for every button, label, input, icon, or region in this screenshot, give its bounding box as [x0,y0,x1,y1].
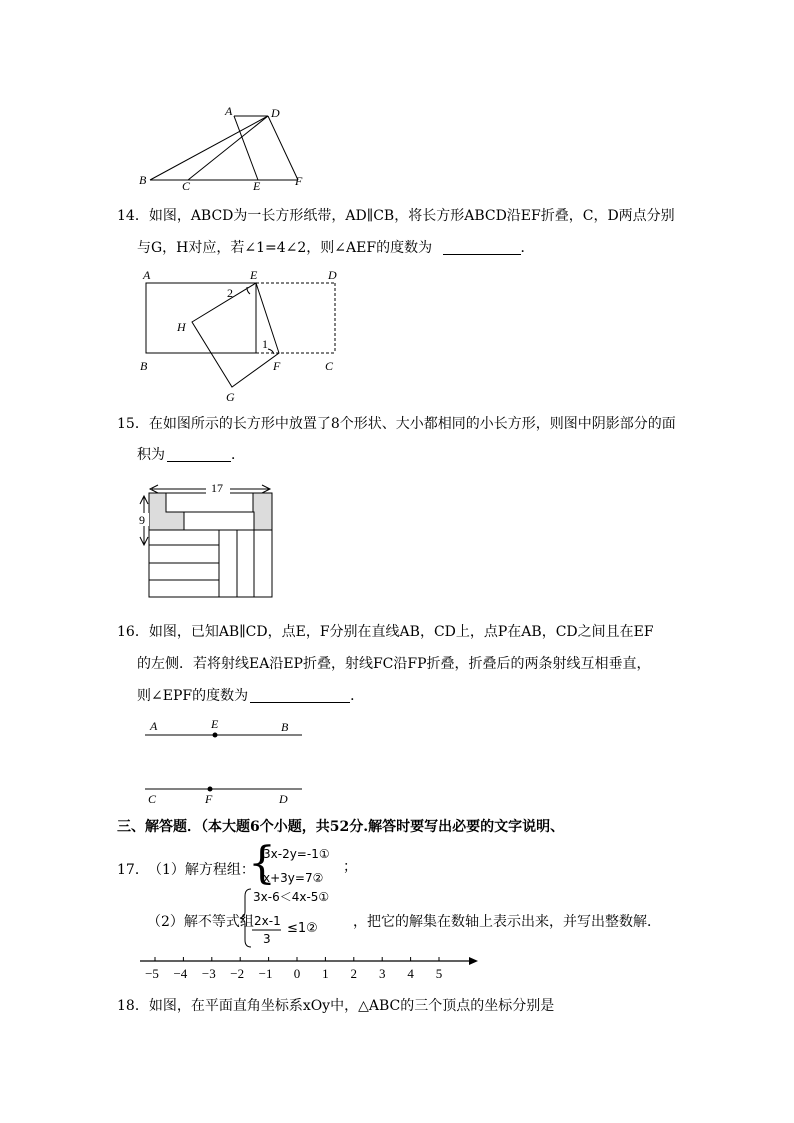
q15-end: ． [231,447,245,463]
q17-number: 17． [117,862,149,878]
inequality-2-numerator: 2x-1 [254,914,281,928]
inequality-1: 3x-6＜4x-5① [253,890,330,904]
inequality-2-denominator: 3 [263,932,271,946]
q18-line1: 18．如图，在平面直角坐标系xOy中，△ABC的三个顶点的坐标分别是 [117,998,555,1014]
tick-label: 3 [378,966,386,981]
label-A: A [150,719,158,733]
q15-line2-text: 积为 [137,447,165,463]
label-A: A [143,268,151,282]
label-B: B [139,173,147,187]
label-B: B [140,359,148,373]
tick-label: 1 [322,966,329,981]
tick-label: −4 [173,966,188,981]
label-B: B [281,720,289,734]
q17-part1-label: （1）解方程组： [148,862,255,878]
label-D: D [279,792,288,806]
label-C: C [148,792,157,806]
tick-label: −3 [201,966,216,981]
equation-1: 3x-2y=-1① [263,847,330,861]
q16-line2: 的左侧．若将射线EA沿EP折叠，射线FC沿FP折叠，折叠后的两条射线互相垂直， [137,656,651,672]
q15-line1: 15．在如图所示的长方形中放置了8个形状、大小都相同的小长方形，则图中阴影部分的面 [117,416,676,432]
section-3-title: 三、解答题．（本大题6个小题，共52分.解答时要写出必要的文字说明、 [117,819,565,835]
q16-line1: 16．如图，已知AB∥CD，点E，F分别在直线AB，CD上，点P在AB，CD之间且在EF [117,624,654,640]
q14-line2-text: 与G，H对应，若∠1=4∠2，则∠AEF的度数为 [137,240,433,256]
label-1: 1 [262,337,268,351]
q17-part2-label: （2）解不等式组 [147,914,254,930]
height-label: 9 [139,513,145,527]
label-E: E [253,179,261,193]
q16-line3-text: 则∠EPF的度数为 [137,688,249,704]
label-E: E [250,268,258,282]
tick-label: −1 [258,966,273,981]
equation-2: x+3y=7② [263,871,324,885]
label-D: D [328,268,337,282]
label-C: C [182,179,191,193]
width-label: 17 [211,481,223,495]
label-G: G [226,390,235,404]
tick-label: −2 [230,966,245,981]
label-H: H [177,320,186,334]
label-2: 2 [227,286,233,300]
tick-label: 5 [435,966,443,981]
q17-semicolon: ； [343,859,357,875]
label-E: E [211,717,219,731]
tick-label: −5 [145,966,159,981]
label-F: F [273,359,281,373]
q14-line1: 14．如图，ABCD为一长方形纸带，AD∥CB，将长方形ABCD沿EF折叠，C，D两点分别 [117,208,675,224]
label-D: D [271,106,280,120]
q17-part2-rest: ，把它的解集在数轴上表示出来，并写出整数解． [353,914,661,930]
inequality-2-rest: ≤1② [287,921,318,936]
label-A: A [225,104,233,118]
tick-label: 0 [293,966,301,981]
label-F: F [205,792,213,806]
q16-end: ． [350,688,365,704]
tick-label: 2 [350,966,358,981]
label-C: C [325,359,334,373]
system-brace-1: { [248,838,276,889]
label-F: F [295,174,303,188]
tick-label: 4 [407,966,414,981]
q14-end: ． [520,240,535,256]
